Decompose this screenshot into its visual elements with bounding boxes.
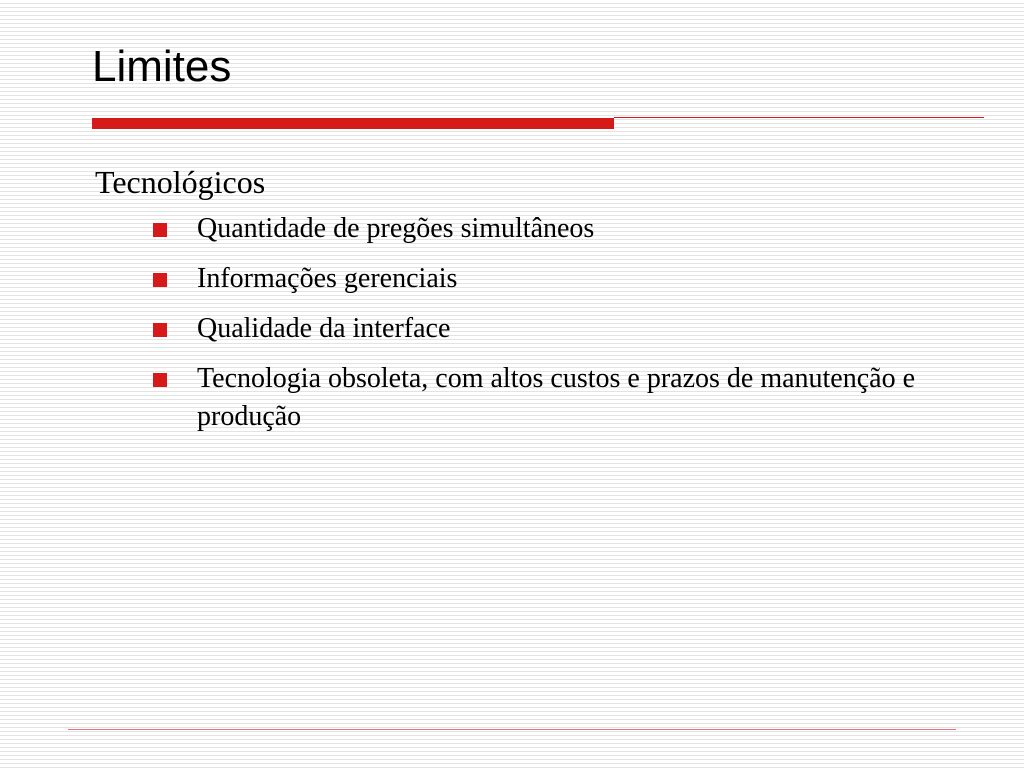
- bullet-text: Informações gerenciais: [197, 263, 458, 294]
- bullet-text: Qualidade da interface: [197, 313, 451, 344]
- slide-body: [95, 160, 955, 448]
- bullet-item: [95, 210, 955, 248]
- red-square-icon: [153, 273, 167, 287]
- slide-title: Limites: [92, 42, 232, 91]
- bullet-item: [95, 360, 955, 436]
- section-heading: Tecnológicos: [95, 164, 266, 200]
- red-square-icon: [153, 373, 167, 387]
- title-accent-bar: [92, 118, 614, 129]
- red-square-icon: [153, 323, 167, 337]
- bullet-item: [95, 310, 955, 348]
- title-accent-line: [614, 117, 984, 118]
- bullet-item: [95, 260, 955, 298]
- bullet-text: Tecnologia obsoleta, com altos custos e prazos de manutenção e produção: [197, 363, 916, 432]
- footer-divider: [68, 729, 956, 730]
- bullet-list: [95, 210, 955, 436]
- red-square-icon: [153, 223, 167, 237]
- bullet-text: Quantidade de pregões simultâneos: [197, 213, 595, 244]
